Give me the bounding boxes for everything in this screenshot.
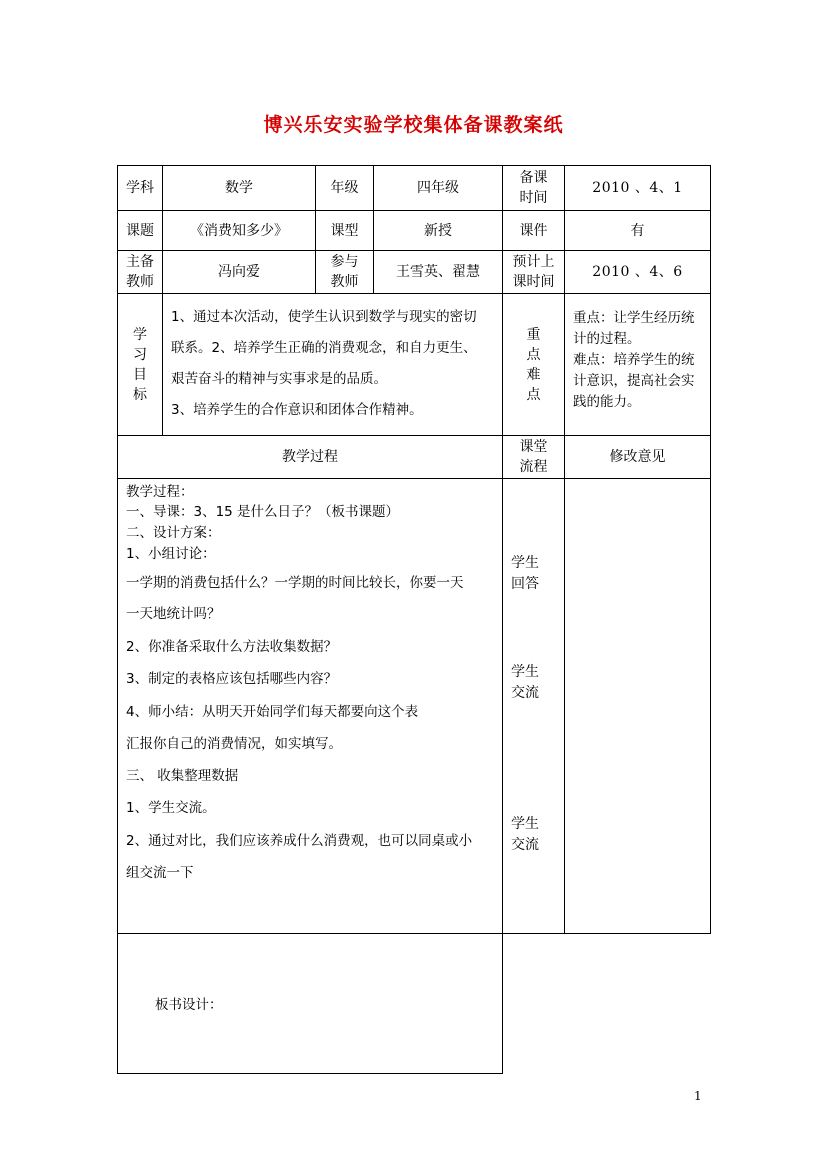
process-line: 3、制定的表格应该包括哪些内容？: [126, 671, 338, 687]
courseware-label: 课件: [503, 211, 565, 251]
objectives-label-char: 标: [133, 386, 147, 403]
revision-header-label: 修改意见: [565, 436, 711, 479]
key-points-label: [503, 294, 565, 436]
grade-label: 年级: [316, 166, 374, 211]
flow-note: [511, 553, 539, 595]
prep-time-label-line1: 备课: [519, 170, 548, 186]
participants-label-line2: 教师: [330, 274, 359, 290]
planned-time-label-line1: 预计上: [512, 254, 555, 270]
objective-line: 1、通过本次活动，使学生认识到数学与现实的密切: [171, 309, 477, 325]
objectives-label: [118, 294, 163, 436]
process-line: 组交流一下: [126, 865, 194, 881]
objective-line: 艰苦奋斗的精神与实事求是的品质。: [171, 371, 387, 387]
flow-header-line1: 课堂: [519, 439, 548, 455]
process-line: 教学过程：: [126, 484, 194, 500]
row-process-body: [118, 479, 711, 934]
prep-time-label: [503, 166, 565, 211]
objective-line: 联系。2、培养学生正确的消费观念，和自力更生、: [171, 340, 477, 356]
flow-header-line2: 流程: [519, 459, 548, 475]
lesson-type-value: 新授: [374, 211, 503, 251]
process-header-label: 教学过程: [118, 436, 503, 479]
process-line: 2、通过对比，我们应该养成什么消费观，也可以同桌或小: [126, 833, 473, 849]
topic-value: 《消费知多少》: [163, 211, 316, 251]
row-board-design: [118, 934, 711, 1074]
grade-value: 四年级: [374, 166, 503, 211]
key-point-line: 重点：让学生经历统: [573, 310, 695, 326]
process-line: 1、小组讨论：: [126, 546, 216, 562]
subject-value: 数学: [163, 166, 316, 211]
board-design-label: 板书设计：: [155, 997, 223, 1013]
participants-label: [316, 251, 374, 294]
process-line: 2、你准备采取什么方法收集数据？: [126, 639, 338, 655]
page-number: 1: [694, 1089, 702, 1103]
flow-note-line: 学生: [511, 664, 539, 680]
key-point-line: 计的过程。: [573, 331, 641, 347]
participants-value: 王雪英、翟慧: [374, 251, 503, 294]
process-line: 4、师小结：从明天开始同学们每天都要向这个表: [126, 704, 419, 720]
flow-note: [511, 662, 539, 704]
flow-note-line: 交流: [511, 685, 539, 701]
process-line: 二、设计方案：: [126, 525, 221, 541]
lead-teacher-label: [118, 251, 163, 294]
process-line: 汇报你自己的消费情况，如实填写。: [126, 736, 342, 752]
courseware-value: 有: [565, 211, 711, 251]
participants-label-line1: 参与: [330, 254, 359, 270]
lesson-plan-table: [117, 165, 711, 1074]
flow-note-line: 学生: [511, 555, 539, 571]
row-objectives: [118, 294, 711, 436]
process-content: [118, 479, 503, 934]
board-design-blank: [503, 934, 711, 1074]
document-title: 博兴乐安实验学校集体备课教案纸: [263, 114, 564, 136]
flow-note: [511, 814, 539, 856]
planned-time-value: 2010 、4、6: [565, 251, 711, 294]
planned-time-label: [503, 251, 565, 294]
row-topic: [118, 211, 711, 251]
objective-line: 3、培养学生的合作意识和团体合作精神。: [171, 402, 423, 418]
key-points-label-char: 点: [526, 386, 541, 403]
flow-notes: [503, 479, 565, 934]
process-line: 一学期的消费包括什么？一学期的时间比较长，你要一天: [126, 575, 464, 591]
objectives-content: [163, 294, 503, 436]
lead-teacher-label-line1: 主备: [126, 254, 154, 270]
lead-teacher-value: 冯向爱: [163, 251, 316, 294]
process-line: 一、导课：3、15 是什么日子？（板书课题）: [126, 504, 400, 520]
row-process-header: [118, 436, 711, 479]
key-points-label-char: 点: [526, 346, 541, 363]
objectives-label-char: 学: [133, 326, 147, 343]
process-line: 三、 收集整理数据: [126, 768, 239, 784]
key-point-line: 难点：培养学生的统: [573, 352, 695, 368]
key-points-label-char: 难: [526, 366, 541, 383]
flow-note-line: 学生: [511, 816, 539, 832]
prep-time-value: 2010 、4、1: [565, 166, 711, 211]
key-points-content: [565, 294, 711, 436]
key-points-label-char: 重: [526, 326, 541, 343]
revision-notes: [565, 479, 711, 934]
lesson-type-label: 课型: [316, 211, 374, 251]
key-point-line: 践的能力。: [573, 394, 641, 410]
row-subject: [118, 166, 711, 211]
planned-time-label-line2: 课时间: [512, 274, 555, 290]
key-point-line: 计意识，提高社会实: [573, 373, 695, 389]
lead-teacher-label-line2: 教师: [126, 274, 154, 290]
prep-time-label-line2: 时间: [519, 190, 548, 206]
board-design-cell: [118, 934, 503, 1074]
flow-note-line: 交流: [511, 837, 539, 853]
row-teachers: [118, 251, 711, 294]
flow-header-label: [503, 436, 565, 479]
objectives-label-char: 目: [133, 366, 147, 383]
process-line: 1、学生交流。: [126, 800, 216, 816]
process-line: 一天地统计吗？: [126, 606, 221, 622]
topic-label: 课题: [118, 211, 163, 251]
objectives-label-char: 习: [133, 346, 147, 363]
flow-note-line: 回答: [511, 576, 539, 592]
subject-label: 学科: [118, 166, 163, 211]
